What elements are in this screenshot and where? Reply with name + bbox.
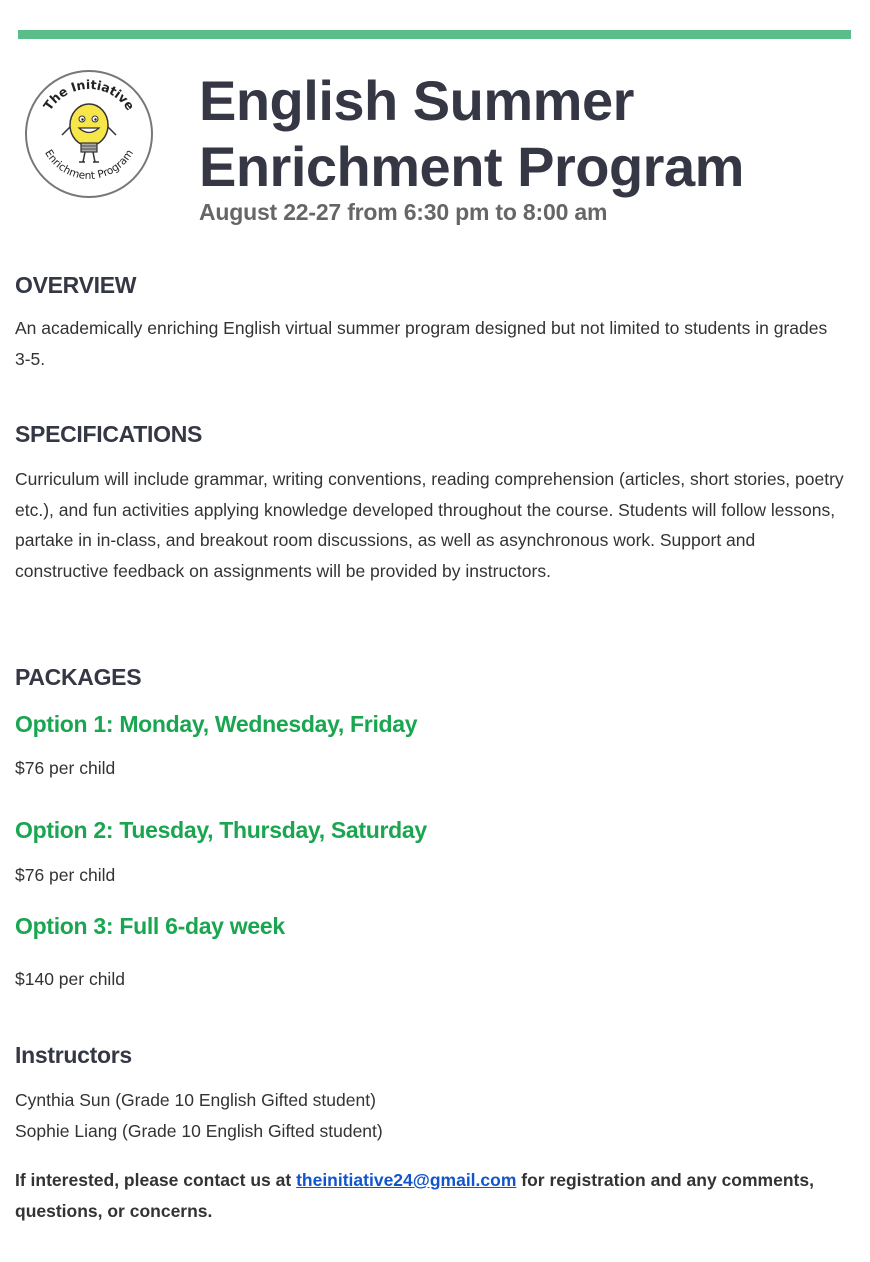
logo-text-top: The Initiative: [40, 76, 138, 114]
option-2-price: $76 per child: [15, 865, 116, 885]
logo-text-bottom: Enrichment Program: [42, 147, 136, 183]
option-2-title: Option 2: Tuesday, Thursday, Saturday: [15, 817, 427, 843]
specifications-text: Curriculum will include grammar, writing conventions, reading comprehension (articles, short stories, poetry etc.), and fun activities applying knowledge developed throughout the course. Students will follow lessons, partake in in-class, and breakout room discussions, as well as asynchronous work. Support and constructive feedback on assignments will be provided by instructors.: [15, 469, 844, 581]
program-dates: August 22-27 from 6:30 pm to 8:00 am: [199, 199, 608, 225]
contact-email-link[interactable]: theinitiative24@gmail.com: [296, 1170, 517, 1190]
option-3-price: $140 per child: [15, 969, 125, 989]
initiative-logo: [22, 67, 156, 201]
instructor-2: Sophie Liang (Grade 10 English Gifted student): [15, 1121, 383, 1141]
instructor-1: Cynthia Sun (Grade 10 English Gifted student): [15, 1090, 376, 1110]
packages-heading: PACKAGES: [15, 664, 142, 690]
overview-text: An academically enriching English virtual summer program designed but not limited to students in grades 3-5.: [15, 318, 828, 369]
option-3-title: Option 3: Full 6-day week: [15, 913, 285, 939]
contact-suffix: for registration and any comments, questions, or concerns.: [15, 1170, 814, 1221]
title-line-2: Enrichment Program: [199, 135, 744, 198]
overview-heading: OVERVIEW: [15, 272, 137, 298]
option-1-title: Option 1: Monday, Wednesday, Friday: [15, 711, 418, 737]
option-1-price: $76 per child: [15, 758, 116, 778]
title-line-1: English Summer: [199, 69, 634, 132]
specifications-heading: SPECIFICATIONS: [15, 421, 203, 447]
contact-info: [15, 1165, 815, 1227]
contact-prefix: If interested, please contact us at: [15, 1170, 297, 1190]
page-title: [199, 68, 744, 200]
top-accent-bar: [18, 30, 851, 39]
instructors-heading: Instructors: [15, 1042, 132, 1068]
